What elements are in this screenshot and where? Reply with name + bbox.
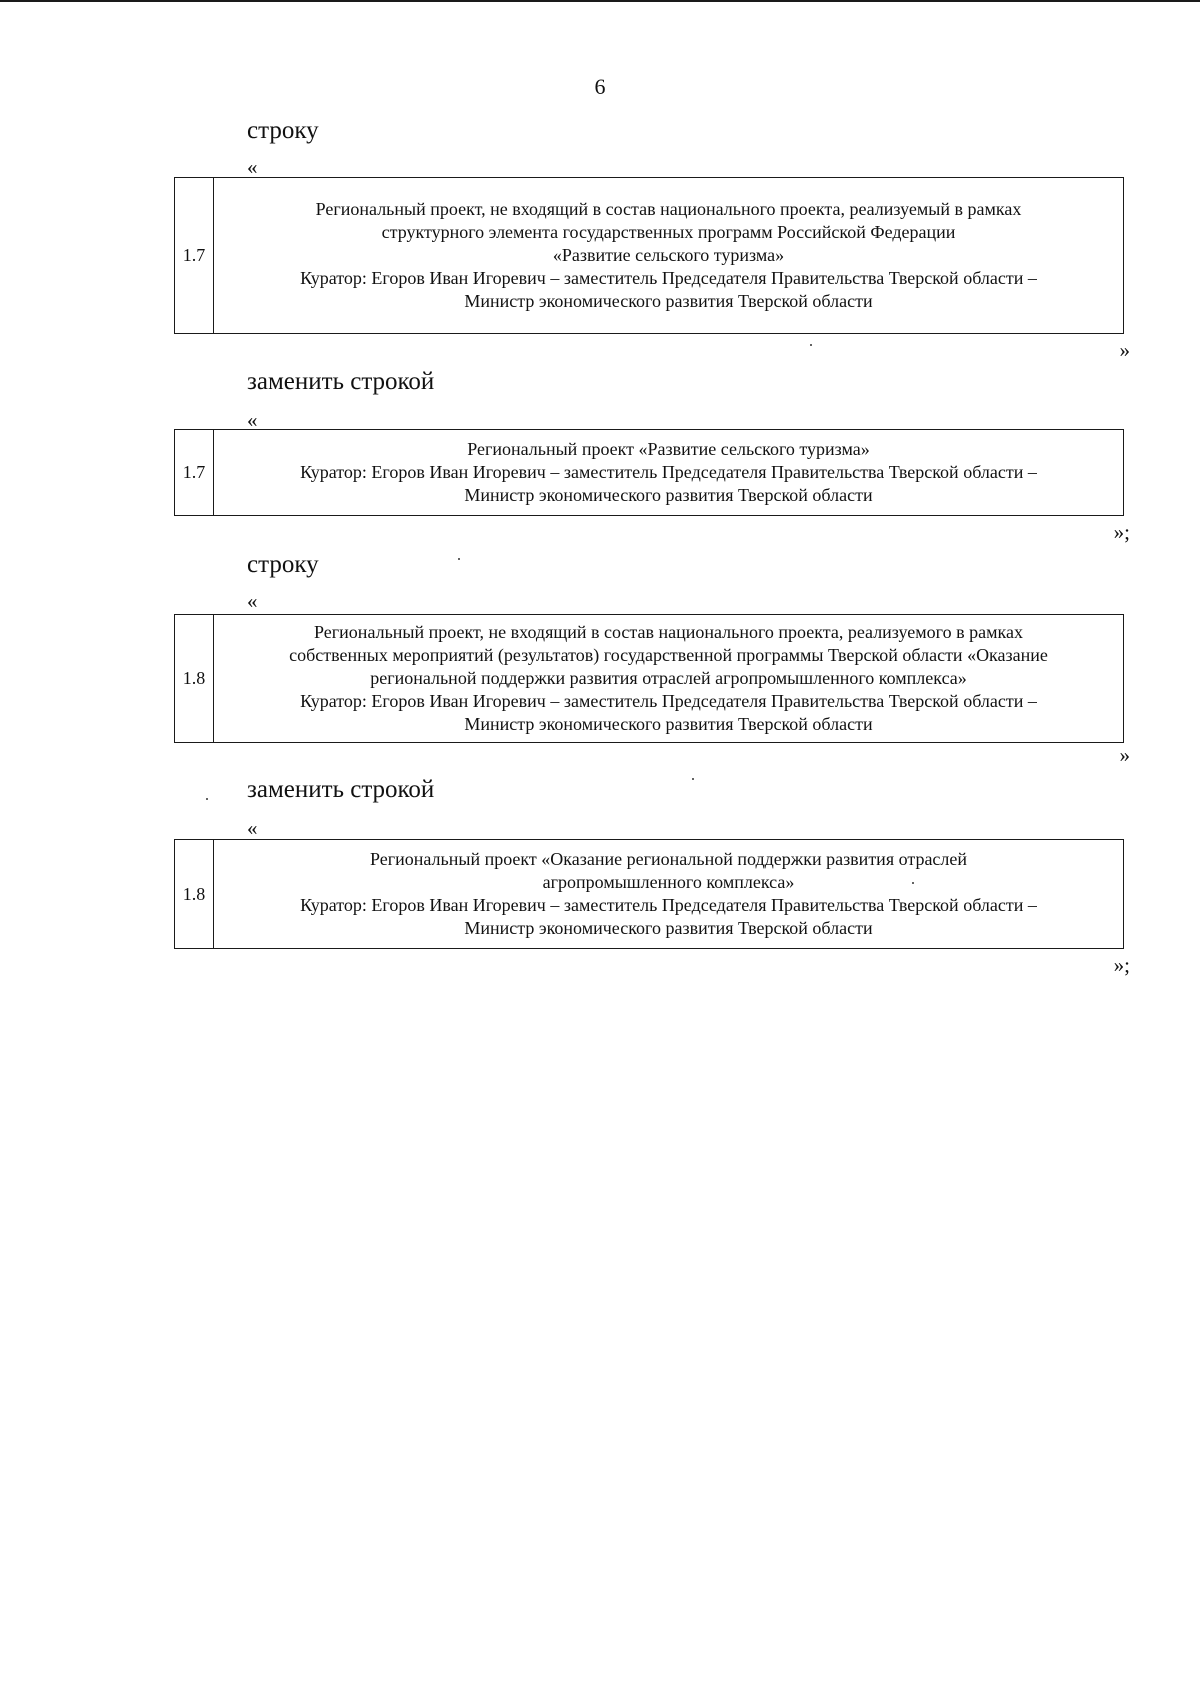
opening-quote: « xyxy=(247,408,258,432)
row-number: 1.8 xyxy=(175,840,214,949)
row-description xyxy=(214,178,1124,334)
row-description-line: Региональный проект, не входящий в состав национального проекта, реализуемый в рамках xyxy=(315,199,1022,219)
row-description xyxy=(214,430,1124,516)
row-table xyxy=(174,614,1124,743)
table-row xyxy=(175,840,1124,949)
row-description-line: региональной поддержки развития отраслей агропромышленного комплекса» xyxy=(370,668,967,688)
scan-speck xyxy=(206,798,208,800)
block-heading: заменить строкой xyxy=(247,776,435,803)
row-description-line: Региональный проект, не входящий в состав национального проекта, реализуемого в рамках xyxy=(314,622,1023,642)
row-number: 1.7 xyxy=(175,430,214,516)
row-description-line: Куратор: Егоров Иван Игоревич – заместитель Председателя Правительства Тверской области – xyxy=(300,895,1037,915)
closing-quote: »; xyxy=(1113,953,1130,977)
scan-speck xyxy=(692,778,694,780)
row-description xyxy=(214,615,1124,743)
table-row xyxy=(175,615,1124,743)
row-table xyxy=(174,177,1124,334)
row-description-line: Региональный проект «Оказание региональной поддержки развития отраслей xyxy=(369,849,968,869)
block-heading: заменить строкой xyxy=(247,368,435,395)
row-description-line: Министр экономического развития Тверской области xyxy=(464,291,873,311)
row-description-line: Министр экономического развития Тверской области xyxy=(464,485,873,505)
row-table xyxy=(174,429,1124,516)
closing-quote: » xyxy=(1119,743,1130,767)
scan-speck xyxy=(458,558,460,560)
opening-quote: « xyxy=(247,155,258,179)
page-number: 6 xyxy=(594,74,606,99)
closing-quote: »; xyxy=(1113,520,1130,544)
row-description-line: Куратор: Егоров Иван Игоревич – заместитель Председателя Правительства Тверской области – xyxy=(300,268,1037,288)
opening-quote: « xyxy=(247,589,258,613)
page-top-border xyxy=(0,0,1200,2)
row-description-line: агропромышленного комплекса» xyxy=(542,872,795,892)
block-heading: строку xyxy=(247,551,319,578)
scan-speck xyxy=(912,882,914,884)
opening-quote: « xyxy=(247,816,258,840)
row-description-line: Региональный проект «Развитие сельского туризма» xyxy=(467,439,870,459)
block-heading: строку xyxy=(247,117,319,144)
row-description-line: «Развитие сельского туризма» xyxy=(552,245,785,265)
row-description-line: Куратор: Егоров Иван Игоревич – заместитель Председателя Правительства Тверской области – xyxy=(300,462,1037,482)
row-number: 1.8 xyxy=(175,615,214,743)
row-description-line: Министр экономического развития Тверской области xyxy=(464,918,873,938)
row-description-line: Куратор: Егоров Иван Игоревич – заместитель Председателя Правительства Тверской области – xyxy=(300,691,1037,711)
table-row xyxy=(175,178,1124,334)
table-row xyxy=(175,430,1124,516)
closing-quote: » xyxy=(1119,338,1130,362)
row-number: 1.7 xyxy=(175,178,214,334)
row-description xyxy=(214,840,1124,949)
row-description-line: собственных мероприятий (результатов) государственной программы Тверской области «Оказание xyxy=(289,645,1048,665)
row-table xyxy=(174,839,1124,949)
scan-speck xyxy=(810,344,812,346)
row-description-line: Министр экономического развития Тверской области xyxy=(464,714,873,734)
row-description-line: структурного элемента государственных программ Российской Федерации xyxy=(381,222,956,242)
